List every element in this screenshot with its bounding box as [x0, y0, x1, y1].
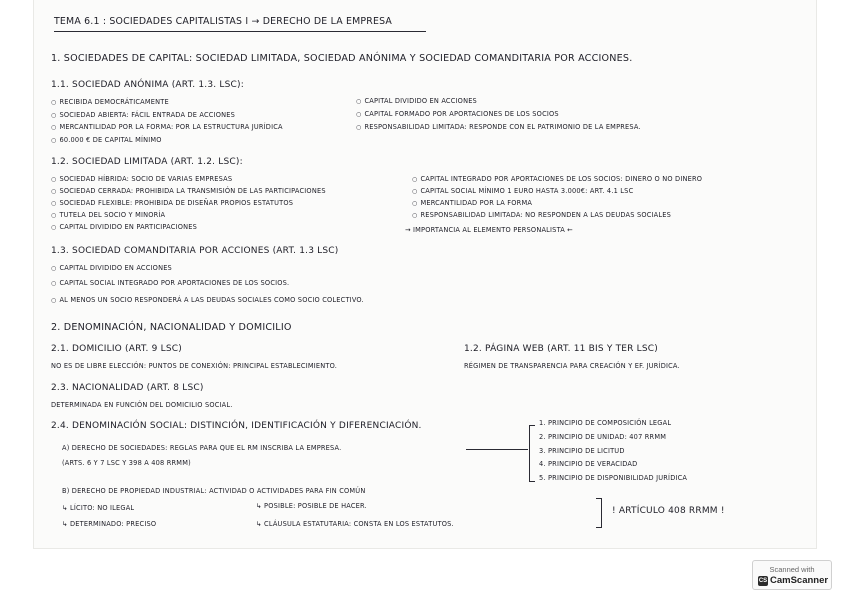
list-item: ↳ DETERMINADO: PRECISO [62, 520, 157, 528]
list-item: ○ SOCIEDAD ABIERTA: FÁCIL ENTRADA DE ACCIONES [51, 111, 235, 119]
section-1-2-heading: 1.2. SOCIEDAD LIMITADA (ART. 1.2. LSC): [51, 157, 243, 167]
list-item: ↳ POSIBLE: POSIBLE DE HACER. [256, 502, 367, 510]
camscanner-logo-icon: CS [758, 578, 768, 584]
list-item: ○ SOCIEDAD CERRADA: PROHIBIDA LA TRANSMISIÓN DE LAS PARTICIPACIONES [51, 187, 326, 195]
section-1-1-heading: 1.1. SOCIEDAD ANÓNIMA (ART. 1.3. LSC): [51, 80, 244, 90]
scanner-watermark [752, 560, 832, 590]
section-2-1-text: NO ES DE LIBRE ELECCIÓN: PUNTOS DE CONEXIÓN: PRINCIPAL ESTABLECIMIENTO. [51, 362, 338, 370]
list-item: ○ MERCANTILIDAD POR LA FORMA [412, 199, 532, 207]
section-2-1-heading: 2.1. DOMICILIO (ART. 9 LSC) [51, 344, 182, 354]
title-underline [54, 31, 426, 32]
list-item: ○ RECIBIDA DEMOCRÁTICAMENTE [51, 98, 169, 106]
connector-line [466, 449, 528, 450]
notes-page [34, 0, 816, 548]
arrow-note: → IMPORTANCIA AL ELEMENTO PERSONALISTA ← [405, 226, 574, 234]
list-item: ↳ LÍCITO: NO ILEGAL [62, 504, 135, 512]
section-1-3-heading: 1.3. SOCIEDAD COMANDITARIA POR ACCIONES (ART. 1.3 LSC) [51, 246, 339, 256]
list-item: ○ CAPITAL SOCIAL MÍNIMO 1 EURO HASTA 3.000€: ART. 4.1 LSC [412, 187, 633, 195]
list-item: ○ CAPITAL DIVIDIDO EN PARTICIPACIONES [51, 223, 197, 231]
list-item: 1. PRINCIPIO DE COMPOSICIÓN LEGAL [539, 419, 672, 427]
section-2-4-heading: 2.4. DENOMINACIÓN SOCIAL: DISTINCIÓN, IDENTIFICACIÓN Y DIFERENCIACIÓN. [51, 421, 422, 431]
list-item: 4. PRINCIPIO DE VERACIDAD [539, 460, 638, 468]
section-2-4-a-refs: (ARTS. 6 Y 7 LSC Y 398 A 408 RRMM) [62, 459, 191, 467]
list-item: ○ CAPITAL INTEGRADO POR APORTACIONES DE LOS SOCIOS: DINERO O NO DINERO [412, 175, 702, 183]
list-item: ↳ CLÁUSULA ESTATUTARIA: CONSTA EN LOS ESTATUTOS. [256, 520, 454, 528]
list-item: ○ RESPONSABILIDAD LIMITADA: RESPONDE CON EL PATRIMONIO DE LA EMPRESA. [356, 123, 641, 131]
list-item: ○ CAPITAL SOCIAL INTEGRADO POR APORTACIONES DE LOS SOCIOS. [51, 279, 289, 287]
list-item: ○ 60.000 € DE CAPITAL MÍNIMO [51, 136, 162, 144]
list-item: ○ CAPITAL FORMADO POR APORTACIONES DE LOS SOCIOS [356, 110, 559, 118]
list-item: ○ AL MENOS UN SOCIO RESPONDERÁ A LAS DEUDAS SOCIALES COMO SOCIO COLECTIVO. [51, 296, 364, 304]
list-item: 5. PRINCIPIO DE DISPONIBILIDAD JURÍDICA [539, 474, 688, 482]
page-title: TEMA 6.1 : SOCIEDADES CAPITALISTAS I → DERECHO DE LA EMPRESA [54, 16, 393, 27]
section-2-4-a-line: A) DERECHO DE SOCIEDADES: REGLAS PARA QUE EL RM INSCRIBA LA EMPRESA. [62, 444, 342, 452]
scanner-brand: CamScanner [770, 575, 829, 586]
section-2-heading: 2. DENOMINACIÓN, NACIONALIDAD Y DOMICILIO [51, 322, 292, 333]
list-item: ○ MERCANTILIDAD POR LA FORMA: POR LA ESTRUCTURA JURÍDICA [51, 123, 283, 131]
section-2-3-text: DETERMINADA EN FUNCIÓN DEL DOMICILIO SOCIAL. [51, 401, 233, 409]
curly-brace [596, 498, 602, 528]
section-2-2-heading: 1.2. PÁGINA WEB (ART. 11 BIS Y TER LSC) [464, 344, 658, 354]
list-item: ○ SOCIEDAD FLEXIBLE: PROHIBIDA DE DISEÑAR PROPIOS ESTATUTOS [51, 199, 293, 207]
list-item: ○ CAPITAL DIVIDIDO EN ACCIONES [356, 97, 477, 105]
list-item: ○ RESPONSABILIDAD LIMITADA: NO RESPONDEN A LAS DEUDAS SOCIALES [412, 211, 671, 219]
section-2-4-b-line: B) DERECHO DE PROPIEDAD INDUSTRIAL: ACTIVIDAD O ACTIVIDADES PARA FIN COMÚN [62, 487, 366, 495]
list-item: ○ SOCIEDAD HÍBRIDA: SOCIO DE VARIAS EMPRESAS [51, 175, 232, 183]
principles-bracket [529, 425, 535, 482]
scanner-caption: Scanned with [769, 565, 815, 574]
list-item: ○ TUTELA DEL SOCIO Y MINORÍA [51, 211, 165, 219]
section-2-2-text: RÉGIMEN DE TRANSPARENCIA PARA CREACIÓN Y EF. JURÍDICA. [464, 362, 680, 370]
section-2-3-heading: 2.3. NACIONALIDAD (ART. 8 LSC) [51, 383, 204, 393]
list-item: 3. PRINCIPIO DE LICITUD [539, 447, 625, 455]
section-1-heading: 1. SOCIEDADES DE CAPITAL: SOCIEDAD LIMITADA, SOCIEDAD ANÓNIMA Y SOCIEDAD COMANDITARIA POR ACCIONES. [51, 53, 633, 64]
article-note: ! ARTÍCULO 408 RRMM ! [612, 506, 725, 516]
list-item: 2. PRINCIPIO DE UNIDAD: 407 RRMM [539, 433, 667, 441]
list-item: ○ CAPITAL DIVIDIDO EN ACCIONES [51, 264, 172, 272]
